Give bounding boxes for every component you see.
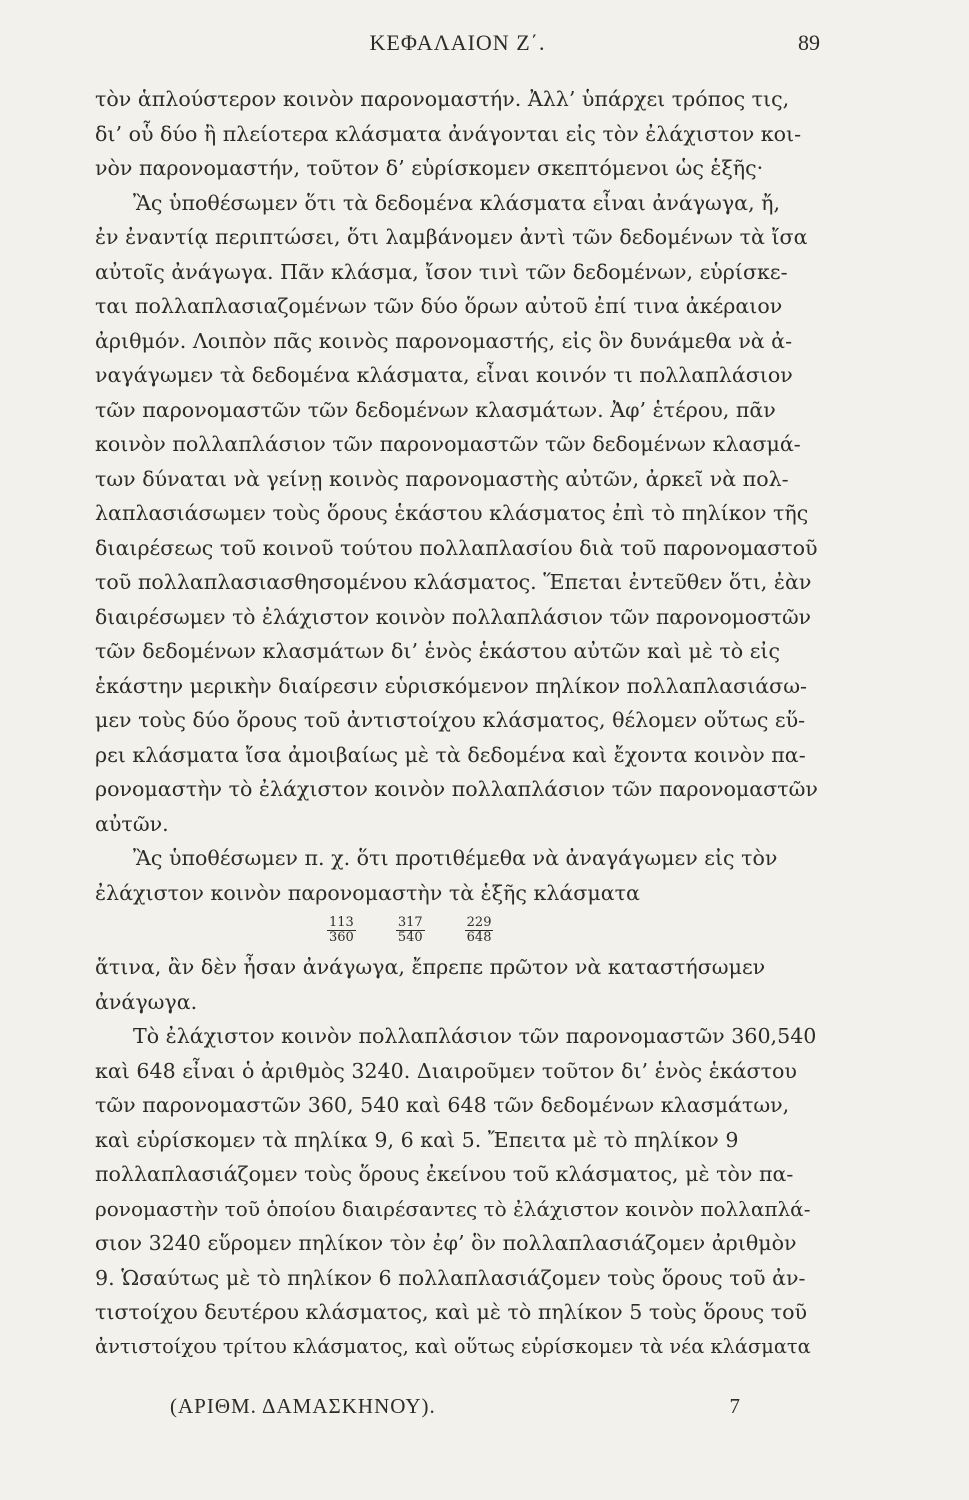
text-line: καὶ 648 εἶναι ὁ ἀριθμὸς 3240. Διαιροῦμεν τοῦτον δι’ ἑνὸς ἑκάστου xyxy=(95,1058,797,1083)
fraction xyxy=(327,916,356,945)
fraction-numerator: 113 xyxy=(329,914,354,930)
text-line: ρει κλάσματα ἴσα ἀμοιβαίως μὲ τὰ δεδομένα καὶ ἔχοντα κοινὸν πα- xyxy=(95,742,806,767)
text-line: ἐλάχιστον κοινὸν παρονομαστὴν τὰ ἑξῆς κλάσματα xyxy=(95,880,640,905)
fractions-row xyxy=(95,910,820,950)
text-line: ρονομαστὴν τοῦ ὁποίου διαιρέσαντες τὸ ἐλάχιστον κοινὸν πολλαπλά- xyxy=(95,1196,811,1221)
page-header xyxy=(95,30,820,64)
text-line: ναγάγωμεν τὰ δεδομένα κλάσματα, εἶναι κοινόν τι πολλαπλάσιον xyxy=(95,363,793,387)
text-line: τῶν παρονομαστῶν τῶν δεδομένων κλασμάτων. Ἀφ’ ἑτέρου, πᾶν xyxy=(95,397,776,422)
text-line: αὐτοῖς ἀνάγωγα. Πᾶν κλάσμα, ἴσον τινὶ τῶν δεδομένων, εὑρίσκε- xyxy=(95,259,788,284)
fraction-denominator: 360 xyxy=(329,929,354,945)
text-line: Ἂς ὑποθέσωμεν ὅτι τὰ δεδομένα κλάσματα εἶναι ἀνάγωγα, ἤ, xyxy=(133,190,781,215)
text-line: τοῦ πολλαπλασιασθησομένου κλάσματος. Ἕπεται ἐντεῦθεν ὅτι, ἐὰν xyxy=(95,570,812,594)
page-number: 89 xyxy=(798,30,820,55)
body-text xyxy=(95,82,820,1364)
fraction xyxy=(396,916,425,945)
signature: (ΑΡΙΘΜ. ΔΑΜΑΣΚΗΝΟΥ). xyxy=(170,1394,436,1418)
fraction xyxy=(465,916,494,945)
text-line: τῶν παρονομαστῶν 360, 540 καὶ 648 τῶν δεδομένων κλασμάτων, xyxy=(95,1093,790,1117)
text-line: ται πολλαπλασιαζομένων τῶν δύο ὅρων αὐτοῦ ἐπί τινα ἀκέραιον xyxy=(95,294,783,318)
text-line: ἀριθμόν. Λοιπὸν πᾶς κοινὸς παρονομαστής, εἰς ὃν δυνάμεθα νὰ ἀ- xyxy=(95,328,793,353)
fraction-numerator: 317 xyxy=(397,914,423,930)
text-line: ἀνάγωγα. xyxy=(95,989,198,1014)
text-line: 9. Ὡσαύτως μὲ τὸ πηλίκον 6 πολλαπλασιάζομεν τοὺς ὅρους τοῦ ἀν- xyxy=(95,1265,806,1290)
running-head: ΚΕΦΑΛΑΙΟΝ Ζ΄. xyxy=(369,30,546,55)
text-line: Τὸ ἐλάχιστον κοινὸν πολλαπλάσιον τῶν παρονομαστῶν 360,540 xyxy=(133,1024,817,1048)
text-line: μεν τοὺς δύο ὅρους τοῦ ἀντιστοίχου κλάσματος, θέλομεν οὕτως εὕ- xyxy=(95,708,806,732)
text-line: διαιρέσεως τοῦ κοινοῦ τούτου πολλαπλασίου διὰ τοῦ παρονομαστοῦ xyxy=(95,535,818,560)
signature-mark: 7 xyxy=(729,1394,740,1418)
text-line: ρονομαστὴν τὸ ἐλάχιστον κοινὸν πολλαπλάσιον τῶν παρονομαστῶν xyxy=(95,777,818,801)
text-line: κοινὸν πολλαπλάσιον τῶν παρονομαστῶν τῶν δεδομένων κλασμά- xyxy=(95,432,801,456)
text-line: σιον 3240 εὕρομεν πηλίκον τὸν ἐφ’ ὃν πολλαπλασιάζομεν ἀριθμὸν xyxy=(95,1231,797,1255)
text-line: ἀντιστοίχου τρίτου κλάσματος, καὶ οὕτως εὑρίσκομεν τὰ νέα κλάσματα xyxy=(95,1334,811,1358)
page-footer xyxy=(170,1394,740,1426)
fraction-denominator: 648 xyxy=(466,929,492,945)
text-line: δι’ οὗ δύο ἢ πλείοτερα κλάσματα ἀνάγονται εἰς τὸν ἐλάχιστον κοι- xyxy=(95,121,802,146)
text-line: νὸν παρονομαστήν, τοῦτον δ’ εὑρίσκομεν σκεπτόμενοι ὡς ἑξῆς· xyxy=(95,156,764,180)
fraction-numerator: 229 xyxy=(466,914,492,930)
text-line: τῶν δεδομένων κλασμάτων δι’ ἑνὸς ἑκάστου αὐτῶν καὶ μὲ τὸ εἰς xyxy=(95,639,781,663)
text-line: Ἂς ὑποθέσωμεν π. χ. ὅτι προτιθέμεθα νὰ ἀναγάγωμεν εἰς τὸν xyxy=(133,846,778,870)
text-line: λαπλασιάσωμεν τοὺς ὅρους ἑκάστου κλάσματος ἐπὶ τὸ πηλίκον τῆς xyxy=(95,501,809,525)
text-line: διαιρέσωμεν τὸ ἐλάχιστον κοινὸν πολλαπλάσιον τῶν παρονομοστῶν xyxy=(95,604,812,629)
text-line: τιστοίχου δευτέρου κλάσματος, καὶ μὲ τὸ πηλίκον 5 τοὺς ὅρους τοῦ xyxy=(95,1300,808,1324)
text-line: πολλαπλασιάζομεν τοὺς ὅρους ἐκείνου τοῦ κλάσματος, μὲ τὸν πα- xyxy=(95,1162,794,1186)
text-line: ἑκάστην μερικὴν διαίρεσιν εὑρισκόμενον πηλίκον πολλαπλασιάσω- xyxy=(95,673,807,698)
text-line: καὶ εὑρίσκομεν τὰ πηλίκα 9, 6 καὶ 5. Ἔπειτα μὲ τὸ πηλίκον 9 xyxy=(95,1127,739,1152)
text-line: ἐν ἐναντίᾳ περιπτώσει, ὅτι λαμβάνομεν ἀντὶ τῶν δεδομένων τὰ ἴσα xyxy=(95,225,808,249)
text-line: τὸν ἁπλούστερον κοινὸν παρονομαστήν. Ἀλλ’ ὑπάρχει τρόπος τις, xyxy=(95,87,790,111)
text-line: των δύναται νὰ γείνῃ κοινὸς παρονομαστὴς αὐτῶν, ἀρκεῖ νὰ πολ- xyxy=(95,466,789,491)
fraction-denominator: 540 xyxy=(397,929,423,945)
text-line: ἅτινα, ἂν δὲν ἦσαν ἀνάγωγα, ἔπρεπε πρῶτον νὰ καταστήσωμεν xyxy=(95,955,766,979)
text-line: αὐτῶν. xyxy=(95,811,169,836)
